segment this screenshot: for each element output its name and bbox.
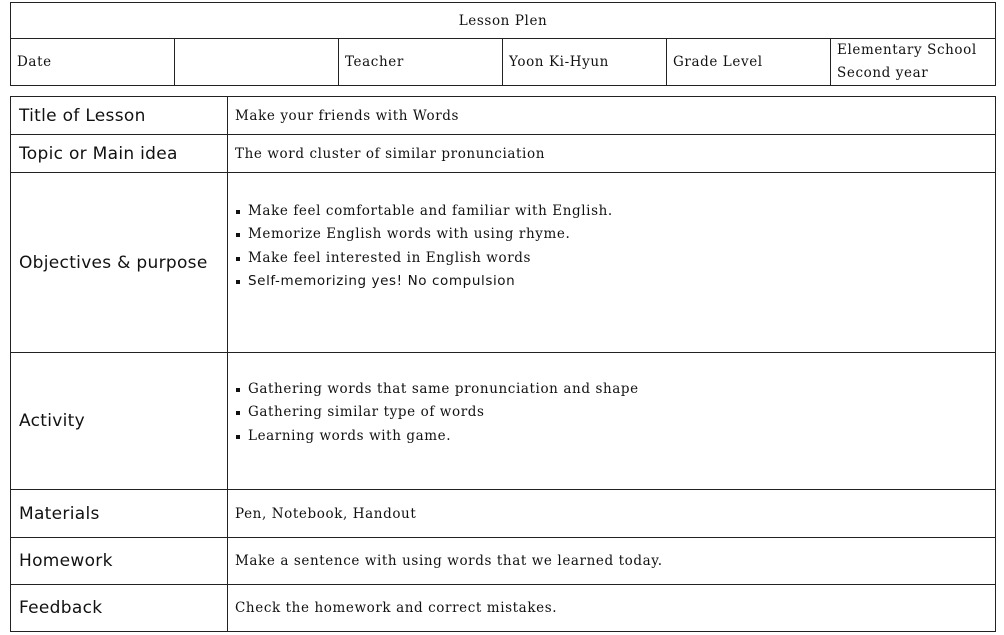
row-activity: [11, 353, 996, 490]
list-item: Self-memorizing yes! No compulsion: [235, 270, 989, 294]
teacher-label: Teacher: [339, 39, 503, 86]
objectives-label: Objectives & purpose: [11, 173, 228, 353]
materials-label: Materials: [11, 490, 228, 538]
list-item: Gathering similar type of words: [235, 401, 989, 425]
activity-list: [235, 378, 989, 449]
grade-level-line2: Second year: [837, 65, 929, 81]
activity-label: Activity: [11, 353, 228, 490]
feedback-value: Check the homework and correct mistakes.: [228, 585, 996, 632]
homework-value: Make a sentence with using words that we learned today.: [228, 538, 996, 585]
feedback-label: Feedback: [11, 585, 228, 632]
lesson-plan-details-table: [10, 96, 996, 632]
header-title-row: [11, 3, 996, 39]
list-item: Memorize English words with using rhyme.: [235, 223, 989, 247]
homework-label: Homework: [11, 538, 228, 585]
grade-level-value: [831, 39, 996, 86]
grade-level-line1: Elementary School: [837, 42, 977, 58]
row-feedback: [11, 585, 996, 632]
header-info-row: [11, 39, 996, 86]
objectives-list: [235, 200, 989, 294]
activity-value: [228, 353, 996, 490]
objectives-value: [228, 173, 996, 353]
lesson-plan-title: Lesson Plen: [11, 3, 996, 39]
lesson-plan-header-table: [10, 2, 996, 86]
row-materials: [11, 490, 996, 538]
topic-value: The word cluster of similar pronunciation: [228, 135, 996, 173]
title-of-lesson-value: Make your friends with Words: [228, 97, 996, 135]
row-homework: [11, 538, 996, 585]
materials-value: Pen, Notebook, Handout: [228, 490, 996, 538]
list-item: Gathering words that same pronunciation and shape: [235, 378, 989, 402]
list-item: Make feel comfortable and familiar with English.: [235, 200, 989, 224]
title-of-lesson-label: Title of Lesson: [11, 97, 228, 135]
row-topic: [11, 135, 996, 173]
row-objectives: [11, 173, 996, 353]
date-value: [175, 39, 339, 86]
grade-level-label: Grade Level: [667, 39, 831, 86]
list-item: Learning words with game.: [235, 425, 989, 449]
row-title-of-lesson: [11, 97, 996, 135]
list-item: Make feel interested in English words: [235, 247, 989, 271]
teacher-value: Yoon Ki-Hyun: [503, 39, 667, 86]
date-label: Date: [11, 39, 175, 86]
topic-label: Topic or Main idea: [11, 135, 228, 173]
